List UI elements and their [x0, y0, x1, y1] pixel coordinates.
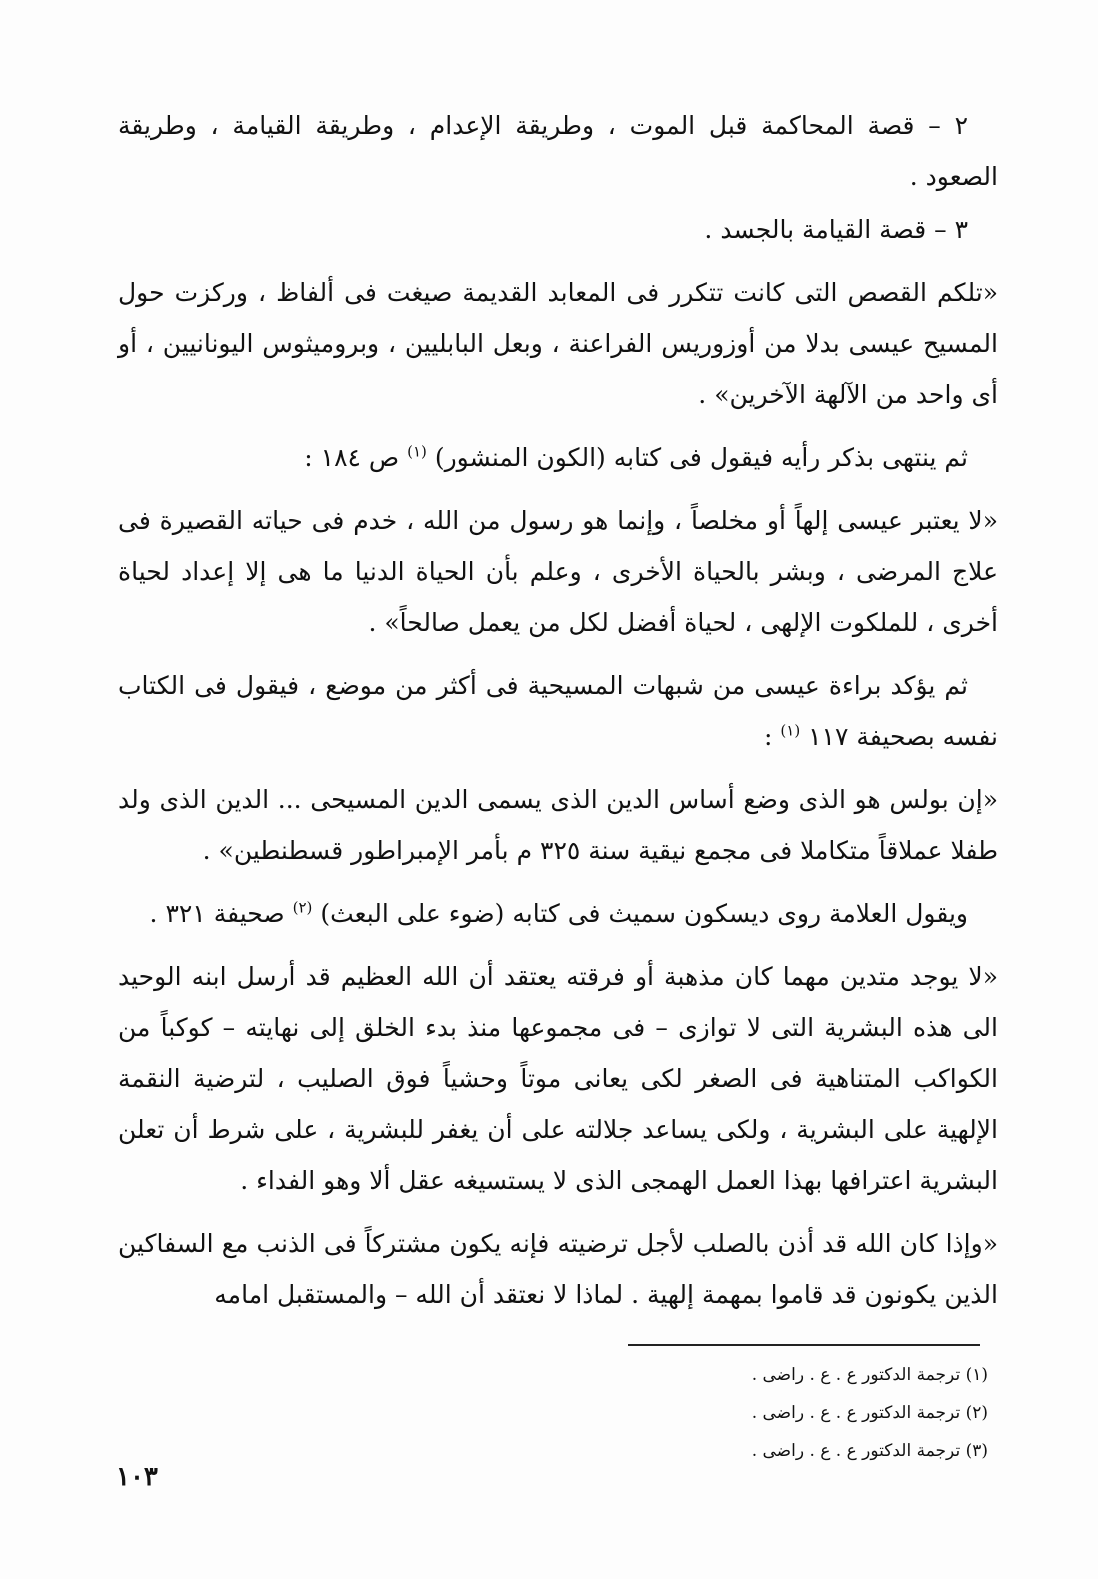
paragraph-list-item-3: ٣ – قصة القيامة بالجسد . [704, 215, 968, 244]
intro-paragraph: ويقول العلامة روى ديسكون سميث فى كتابه (ضوء على البعث) $^{(٢)}$ صحيفة ٣٢١ . [149, 898, 968, 928]
footnote-divider [628, 1344, 980, 1346]
footnote-marker: (٢) [292, 898, 313, 917]
footnotes [500, 1356, 988, 1470]
footnote-marker: (١) [780, 721, 801, 740]
paragraph-list-item-2: ٢ – قصة المحاكمة قبل الموت ، وطريقة الإعدام ، وطريقة القيامة ، وطريقة الصعود . [118, 111, 998, 191]
quote-paragraph: «لا يعتبر عيسى إلهاً أو مخلصاً ، وإنما هو رسول من الله ، خدم فى حياته القصيرة فى علاج المرضى ، وبشر بالحياة الأخرى ، وعلم بأن الحياة الدنيا ما هى إلا إعداد لحياة أخرى ، للملكوت الإلهى ، لحياة أفضل لكل من يعمل صالحاً» . [118, 506, 998, 637]
intro-paragraph: ثم يؤكد براءة عيسى من شبهات المسيحية فى أكثر من موضع ، فيقول فى الكتاب نفسه بصحيفة ١١٧ $^{(١)}$ : [118, 671, 998, 751]
intro-paragraph: ثم ينتهى بذكر رأيه فيقول فى كتابه (الكون المنشور) $^{(١)}$ ص ١٨٤ : [304, 442, 968, 472]
main-text [118, 100, 998, 1332]
footnote-item: (١) ترجمة الدكتور ع . ع . راضى . [751, 1365, 988, 1385]
quote-paragraph: «إن بولس هو الذى وضع أساس الدين الذى يسمى الدين المسيحى ... الدين الذى ولد طفلا عملاقاً متكاملا فى مجمع نيقية سنة ٣٢٥ م بأمر الإمبراطور قسطنطين» . [118, 785, 998, 865]
footnote-item: (٢) ترجمة الدكتور ع . ع . راضى . [751, 1403, 988, 1423]
quote-paragraph: «تلكم القصص التى كانت تتكرر فى المعابد القديمة صيغت فى ألفاظ ، وركزت حول المسيح عيسى بدلا من أوزوريس الفراعنة ، وبعل البابليين ، وبروميثوس اليونانيين ، أو أى واحد من الآلهة الآخرين» . [118, 278, 999, 409]
page-number: ١٠٣ [116, 1462, 158, 1492]
quote-paragraph: «وإذا كان الله قد أذن بالصلب لأجل ترضيته فإنه يكون مشتركاً فى الذنب مع السفاكين الذين يكونون قد قاموا بمهمة إلهية . لماذا لا نعتقد أن الله – والمستقبل امامه [118, 1229, 998, 1309]
quote-paragraph: «لا يوجد متدين مهما كان مذهبة أو فرقته يعتقد أن الله العظيم قد أرسل ابنه الوحيد الى هذه البشرية التى لا توازى – فى مجموعها منذ بدء الخلق إلى نهايته – كوكباً من الكواكب المتناهية فى الصغر لكى يعانى موتاً وحشياً فوق الصليب ، لترضية النقمة الإلهية على البشرية ، ولكى يساعد جلالته على أن يغفر للبشرية ، على شرط أن تعلن البشرية اعترافها بهذا العمل الهمجى الذى لا يستسيغه عقل ألا وهو الفداء . [118, 962, 998, 1195]
footnote-item: (٣) ترجمة الدكتور ع . ع . راضى . [751, 1441, 988, 1461]
footnote-marker: (١) [407, 442, 427, 461]
